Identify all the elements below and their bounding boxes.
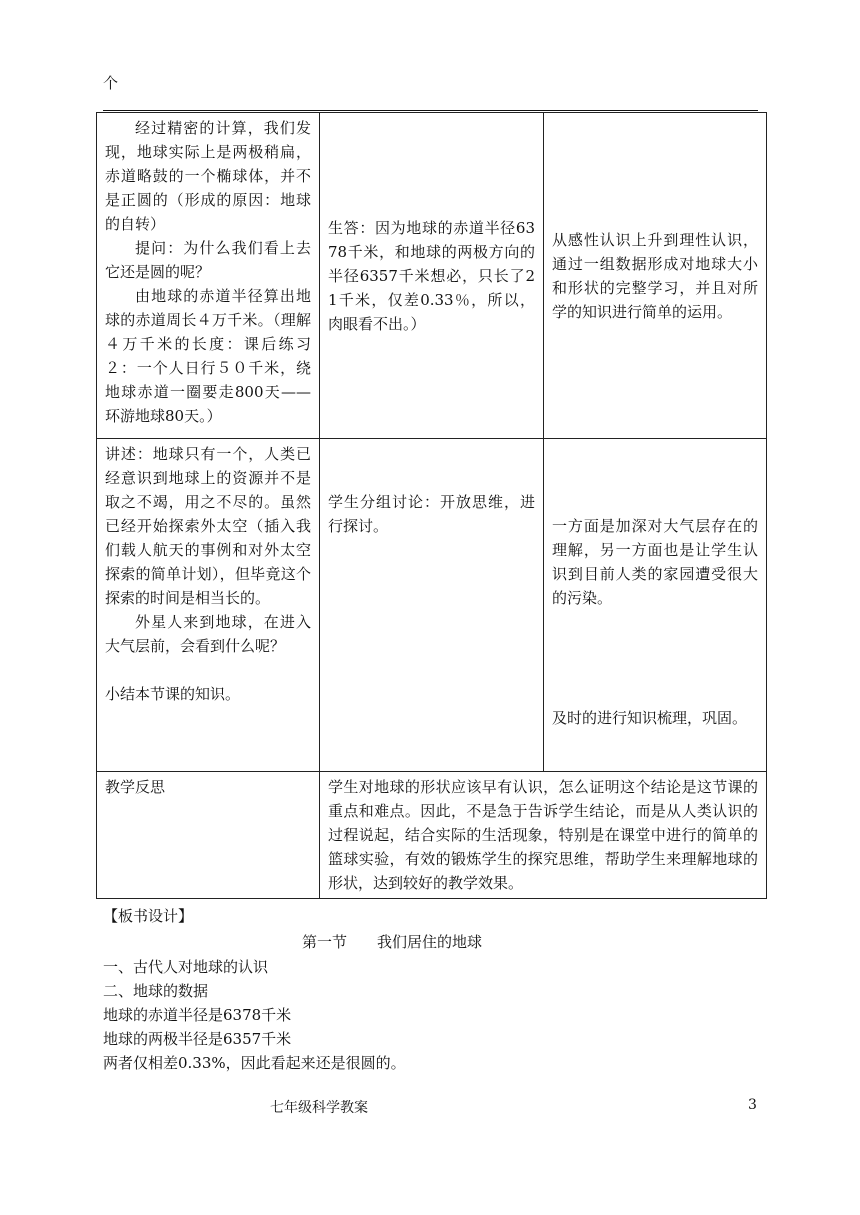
teacher-paragraph: 外星人来到地球，在进入大气层前，会看到什么呢？	[105, 613, 311, 655]
board-title: 第一节 我们居住的地球	[302, 933, 483, 951]
board-line: 两者仅相差0.33%，因此看起来还是很圆的。	[103, 1054, 406, 1072]
design-intent: 从感性认识上升到理性认识，通过一组数据形成对地球大小和形状的完整学习，并且对所学的知识进行简单的运用。	[552, 230, 758, 321]
board-line: 一、古代人对地球的认识	[103, 958, 269, 976]
blank-space	[552, 442, 758, 514]
board-heading: 【板书设计】	[103, 907, 194, 925]
teacher-paragraph: 讲述：地球只有一个，人类已经意识到地球上的资源并不是取之不竭，用之不尽的。虽然已经开始探索外太空（插入我们载人航天的事例和对外太空探索的简单计划），但毕竟这个探索的时间是相当长的。	[105, 445, 311, 607]
teacher-activity-cell	[97, 439, 320, 772]
table-row	[97, 439, 767, 772]
table-row	[97, 113, 767, 439]
design-intent-cell	[544, 113, 767, 439]
page-number: 3	[748, 1097, 757, 1113]
teacher-paragraph: 小结本节课的知识。	[105, 685, 241, 703]
footer-title: 七年级科学教案	[270, 1100, 368, 1116]
reflection-label-cell	[97, 772, 320, 899]
teacher-paragraph: 由地球的赤道半径算出地球的赤道周长４万千米。（理解４万千米的长度：课后练习２：一个人日行５０千米，绕地球赤道一圈要走800天——环游地球80天。）	[105, 287, 311, 425]
teacher-paragraph: 经过精密的计算，我们发现，地球实际上是两极稍扁，赤道略鼓的一个椭球体，并不是正圆的（形成的原因：地球的自转）	[105, 119, 311, 233]
reflection-label: 教学反思	[105, 778, 166, 796]
blank-space	[552, 610, 758, 706]
teacher-activity-cell	[97, 113, 320, 439]
board-line: 地球的两极半径是6357千米	[103, 1030, 292, 1048]
teacher-paragraph: 提问：为什么我们看上去它还是圆的呢？	[105, 239, 311, 281]
blank-line	[105, 658, 311, 682]
table-row	[97, 772, 767, 899]
board-line: 二、地球的数据	[103, 982, 209, 1000]
board-line: 地球的赤道半径是6378千米	[103, 1006, 292, 1024]
design-intent: 及时的进行知识梳理，巩固。	[552, 709, 748, 727]
lesson-table	[96, 112, 767, 899]
reflection-text: 学生对地球的形状应该早有认识，怎么证明这个结论是这节课的重点和难点。因此，不是急于告诉学生结论，而是从人类认识的过程说起，结合实际的生活现象，特别是在课堂中进行的简单的篮球实验，有效的锻炼学生的探究思维，帮助学生来理解地球的形状，达到较好的教学效果。	[328, 778, 758, 892]
design-intent-cell	[544, 439, 767, 772]
design-intent: 一方面是加深对大气层存在的理解，另一方面也是让学生认识到目前人类的家园遭受很大的污染。	[552, 517, 758, 607]
blank-space	[328, 442, 535, 490]
reflection-text-cell	[320, 772, 767, 899]
page-top-fragment: 个	[103, 74, 119, 92]
student-activity-cell	[320, 113, 544, 439]
student-answer: 学生分组讨论：开放思维，进行探讨。	[328, 493, 535, 535]
header-rule	[103, 110, 758, 111]
student-activity-cell	[320, 439, 544, 772]
student-answer: 生答：因为地球的赤道半径6378千米，和地球的两极方向的半径6357千米想必，只长了21千米，仅差0.33％，所以，肉眼看不出。）	[328, 218, 535, 333]
